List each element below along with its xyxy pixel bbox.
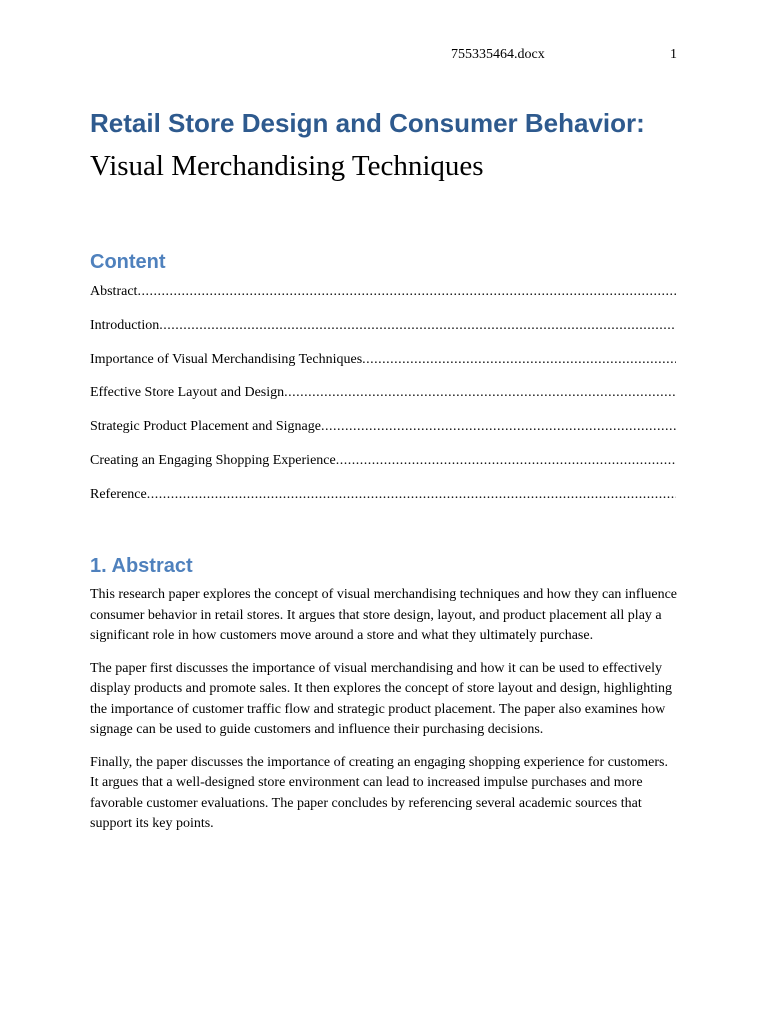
toc-dot-leader — [284, 384, 676, 402]
toc-dot-leader — [147, 486, 676, 504]
toc-entry-importance[interactable] — [90, 351, 676, 369]
toc-entry-label: Importance of Visual Merchandising Techniques — [90, 351, 363, 367]
abstract-paragraph: Finally, the paper discusses the importance of creating an engaging shopping experience for customers. It argues that a well-designed store environment can lead to increased impulse purchases and more favorable customer evaluations. The paper concludes by referencing several academic sources that support its key points. — [90, 754, 668, 831]
toc-dot-leader — [159, 317, 676, 335]
toc-dot-leader — [362, 351, 676, 369]
toc-heading: Content — [90, 251, 166, 273]
toc-dot-leader — [321, 418, 676, 436]
document-subtitle: Visual Merchandising Techniques — [90, 150, 484, 182]
toc-entry-label: Abstract — [90, 284, 138, 299]
abstract-paragraph: This research paper explores the concept of visual merchandising techniques and how they can influence consumer behavior in retail stores. It argues that store design, layout, and product placement all play a significant role in how customers move around a store and what they ultimately purchase. — [90, 587, 678, 643]
toc-entry-label: Creating an Engaging Shopping Experience — [90, 452, 336, 468]
toc-entry-introduction[interactable] — [90, 317, 676, 335]
abstract-body — [90, 585, 680, 847]
header-filename: 755335464.docx — [451, 47, 545, 62]
toc-entry-label: Reference — [90, 486, 147, 502]
toc-entry-shopping-experience[interactable] — [90, 452, 676, 470]
header-page-number: 1 — [670, 47, 677, 62]
toc-entry-store-layout[interactable] — [90, 384, 676, 402]
abstract-heading: 1. Abstract — [90, 555, 193, 577]
toc-entry-label: Introduction — [90, 317, 160, 333]
toc-entry-label: Effective Store Layout and Design — [90, 385, 285, 401]
toc-entry-product-placement[interactable] — [90, 418, 676, 436]
table-of-contents — [90, 283, 676, 520]
toc-entry-abstract[interactable] — [90, 283, 676, 301]
toc-dot-leader — [137, 283, 676, 301]
toc-entry-label: Strategic Product Placement and Signage — [90, 419, 321, 435]
toc-dot-leader — [336, 452, 676, 470]
toc-entry-reference[interactable] — [90, 486, 676, 504]
abstract-paragraph: The paper first discusses the importance of visual merchandising and how it can be used to effectively display products and promote sales. It then explores the concept of store layout and design, highlighting the importance of customer traffic flow and strategic product placement. The paper also examines how signage can be used to guide customers and influence their purchasing decisions. — [90, 660, 673, 737]
document-title: Retail Store Design and Consumer Behavior: — [90, 108, 645, 138]
